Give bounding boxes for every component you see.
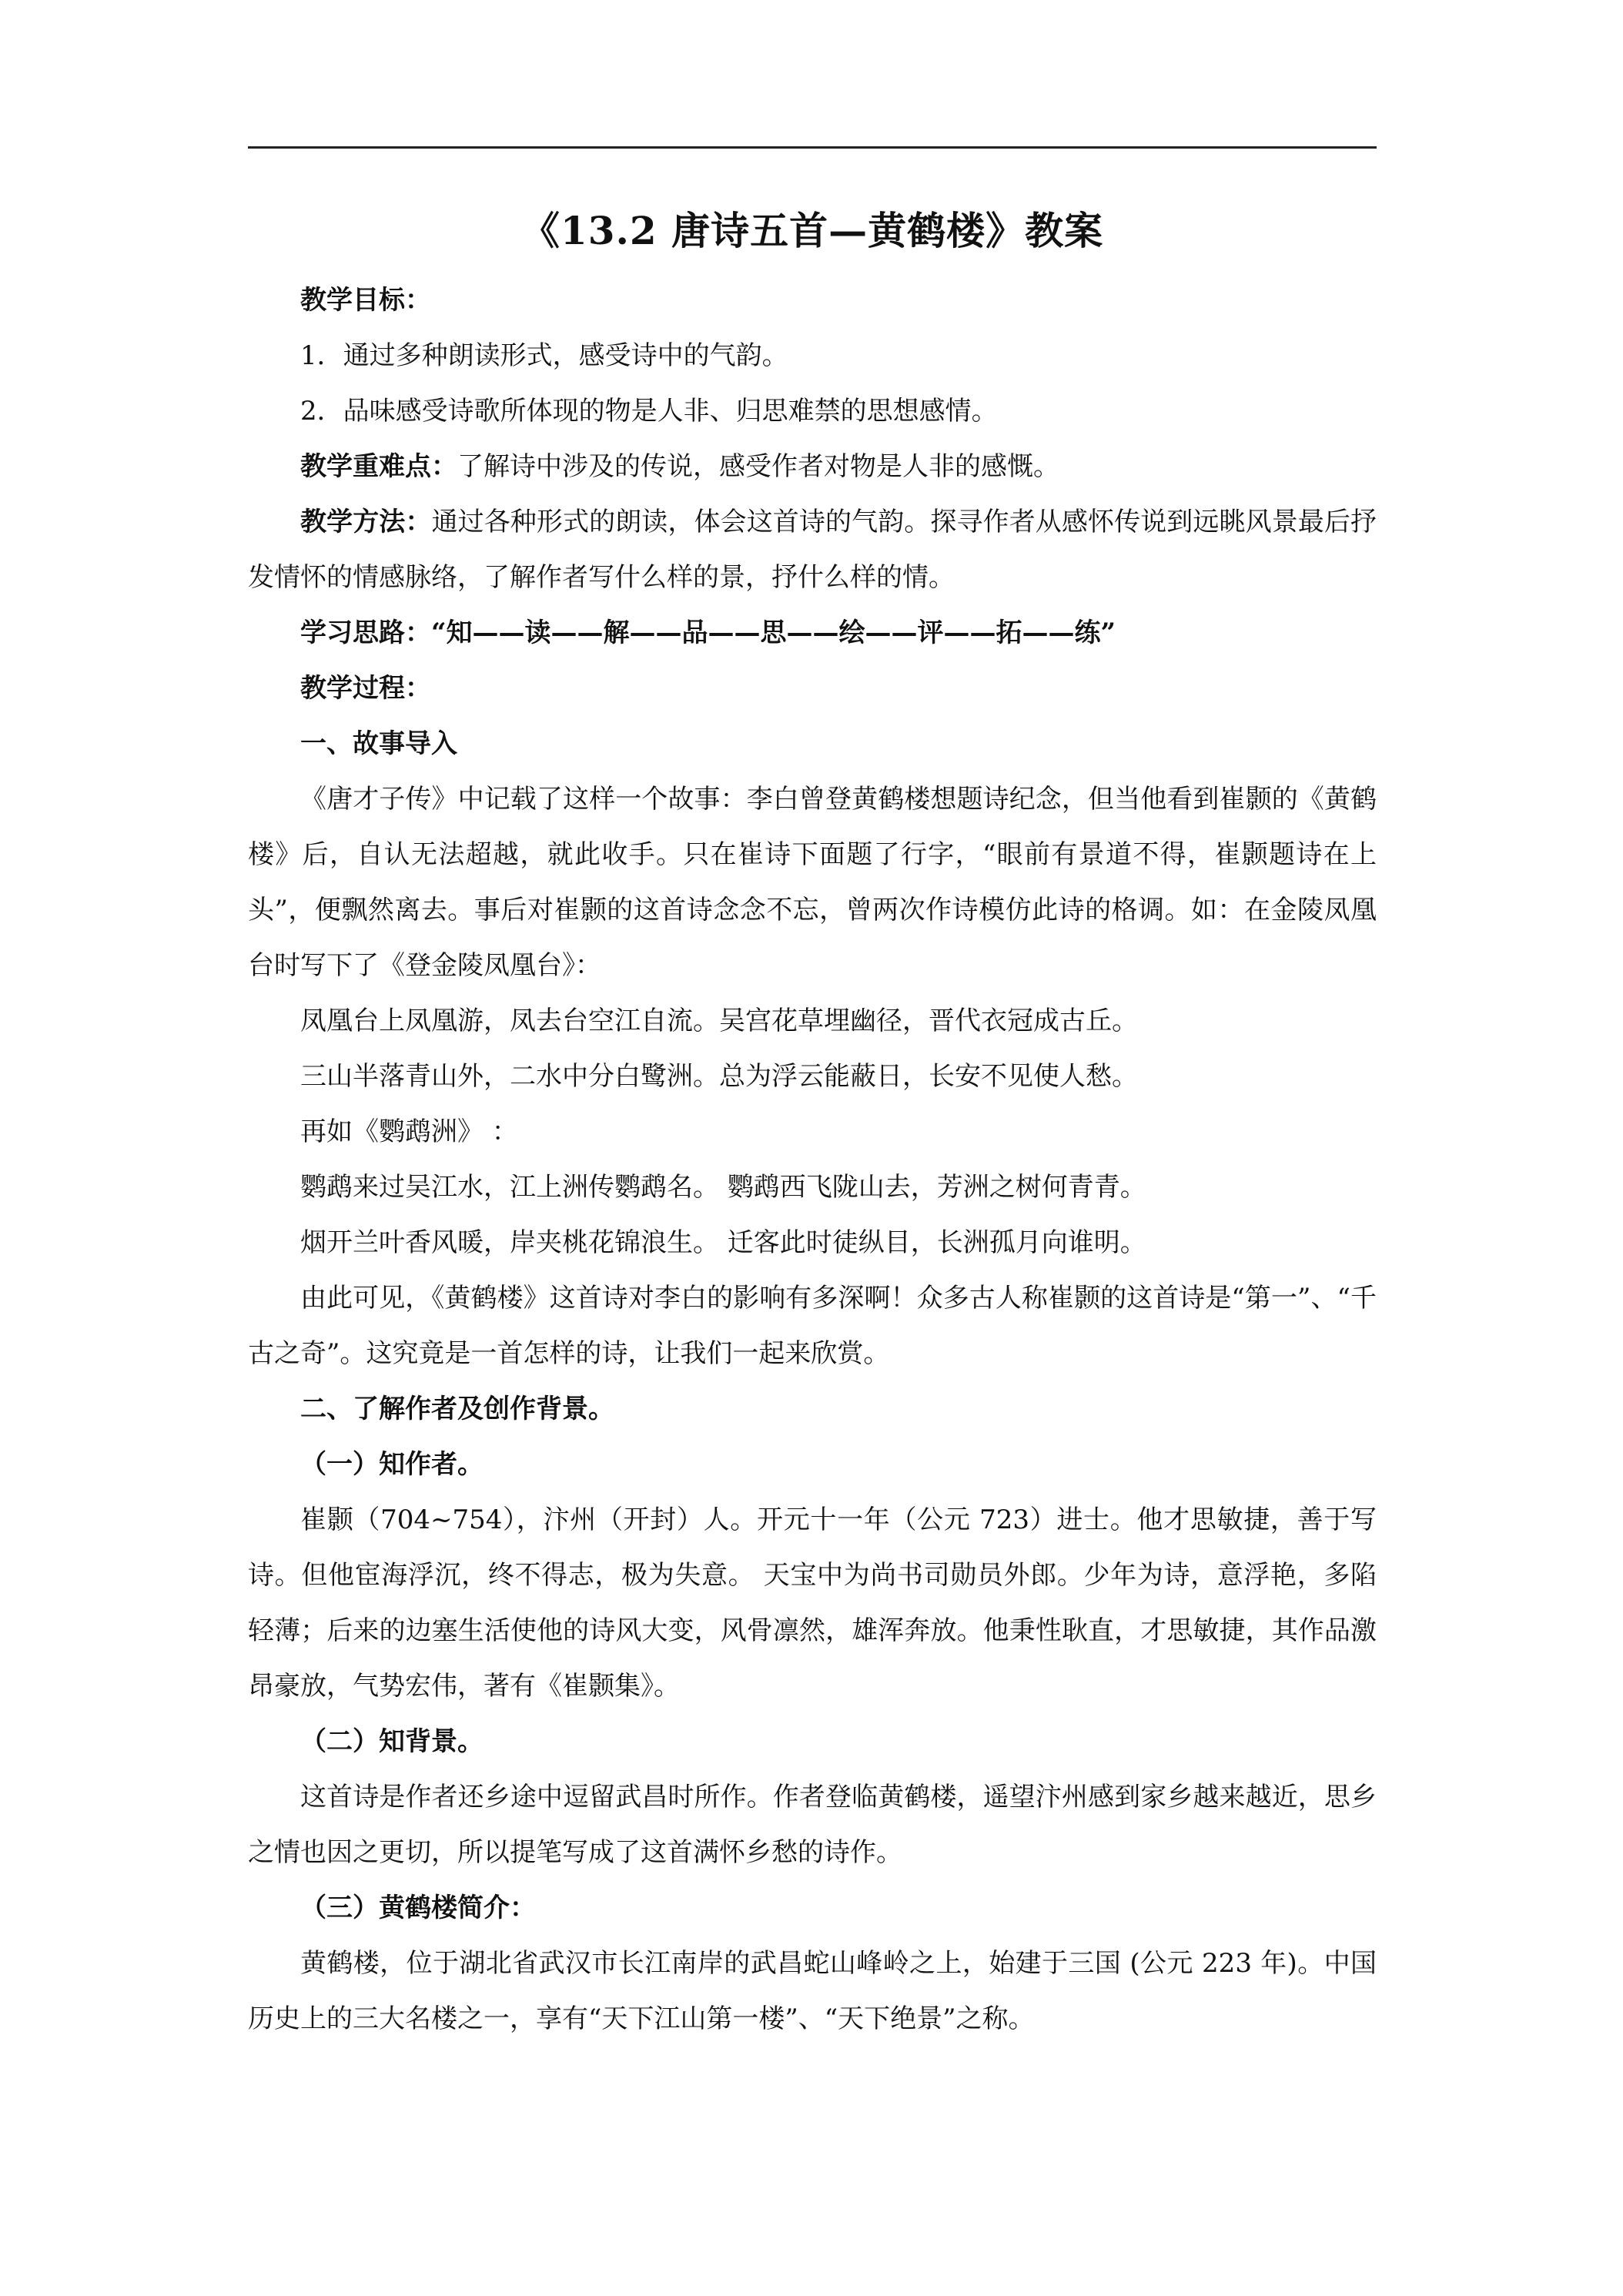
subsection-tower-heading: （三）黄鹤楼简介： <box>300 1893 536 1923</box>
objectives-heading: 教学目标： <box>300 285 431 316</box>
poem-2-line-1: 鹦鹉来过吴江水，江上洲传鹦鹉名。 鹦鹉西飞陇山去，芳洲之树何青青。 <box>300 1172 1146 1203</box>
learning-approach: 学习思路：“知——读——解——品——思——绘——评——拓——练” <box>300 618 1116 648</box>
poem-1-line-2: 三山半落青山外，二水中分白鹭洲。总为浮云能蔽日，长安不见使人愁。 <box>300 1061 1138 1092</box>
subsection-author-heading: （一）知作者。 <box>300 1449 484 1480</box>
subsection-background-text: 这首诗是作者还乡途中逗留武昌时所作。作者登临黄鹤楼，遥望汴州感到家乡越来越近，思乡之情也因之更切，所以提笔写成了这首满怀乡愁的诗作。 <box>248 1782 1377 1868</box>
document-body <box>248 206 1377 2047</box>
section-1-heading: 一、故事导入 <box>300 728 457 759</box>
teaching-methods-text: 通过各种形式的朗读，体会这首诗的气韵。探寻作者从感怀传说到远眺风景最后抒发情怀的情感脉络，了解作者写什么样的景，抒什么样的情。 <box>248 507 1377 593</box>
teaching-methods-label: 教学方法： <box>300 507 432 537</box>
key-points-label: 教学重难点： <box>300 451 457 482</box>
objective-1: 1．通过多种朗读形式，感受诗中的气韵。 <box>300 340 788 371</box>
key-points-text: 了解诗中涉及的传说，感受作者对物是人非的感慨。 <box>457 451 1059 482</box>
process-heading: 教学过程： <box>300 673 431 704</box>
subsection-background-heading: （二）知背景。 <box>300 1726 484 1757</box>
poem-2-intro: 再如《鹦鹉洲》 ： <box>300 1116 518 1147</box>
section-2-heading: 二、了解作者及创作背景。 <box>300 1394 614 1424</box>
subsection-author-text: 崔颢（704~754），汴州（开封）人。开元十一年（公元 723）进士。他才思敏捷，善于写诗。但他宦海浮沉，终不得志，极为失意。 天宝中为尚书司勋员外郎。少年为诗，意浮艳，多陷轻薄；后来的边塞生活使他的诗风大变，风骨凛然，雄浑奔放。他秉性耿直，才思敏捷，其作品激昂豪放，气势宏伟，著有《崔颢集》。 <box>248 1504 1377 1702</box>
teaching-methods <box>248 494 1377 605</box>
subsection-tower-text: 黄鹤楼，位于湖北省武汉市长江南岸的武昌蛇山峰岭之上，始建于三国 (公元 223 年)。中国历史上的三大名楼之一，享有“天下江山第一楼”、“天下绝景”之称。 <box>248 1948 1377 2034</box>
section-1-paragraph: 《唐才子传》中记载了这样一个故事：李白曾登黄鹤楼想题诗纪念，但当他看到崔颢的《黄鹤楼》后，自认无法超越，就此收手。只在崔诗下面题了行字，“眼前有景道不得，崔颢题诗在上头”，便飘然离去。事后对崔颢的这首诗念念不忘，曾两次作诗模仿此诗的格调。如：在金陵凤凰台时写下了《登金陵凤凰台》： <box>248 784 1377 981</box>
objective-2: 2．品味感受诗歌所体现的物是人非、归思难禁的思想感情。 <box>300 396 998 427</box>
header-rule <box>248 146 1377 149</box>
poem-1-line-1: 凤凰台上凤凰游，凤去台空江自流。吴宫花草埋幽径，晋代衣冠成古丘。 <box>300 1006 1138 1036</box>
poem-2-line-2: 烟开兰叶香风暖，岸夹桃花锦浪生。 迁客此时徒纵目，长洲孤月向谁明。 <box>300 1227 1146 1258</box>
key-points <box>248 439 1377 494</box>
document-title: 《13.2 唐诗五首—黄鹤楼》教案 <box>520 208 1104 253</box>
section-1-conclusion: 由此可见，《黄鹤楼》这首诗对李白的影响有多深啊！众多古人称崔颢的这首诗是“第一”、“千古之奇”。这究竟是一首怎样的诗，让我们一起来欣赏。 <box>248 1283 1377 1369</box>
